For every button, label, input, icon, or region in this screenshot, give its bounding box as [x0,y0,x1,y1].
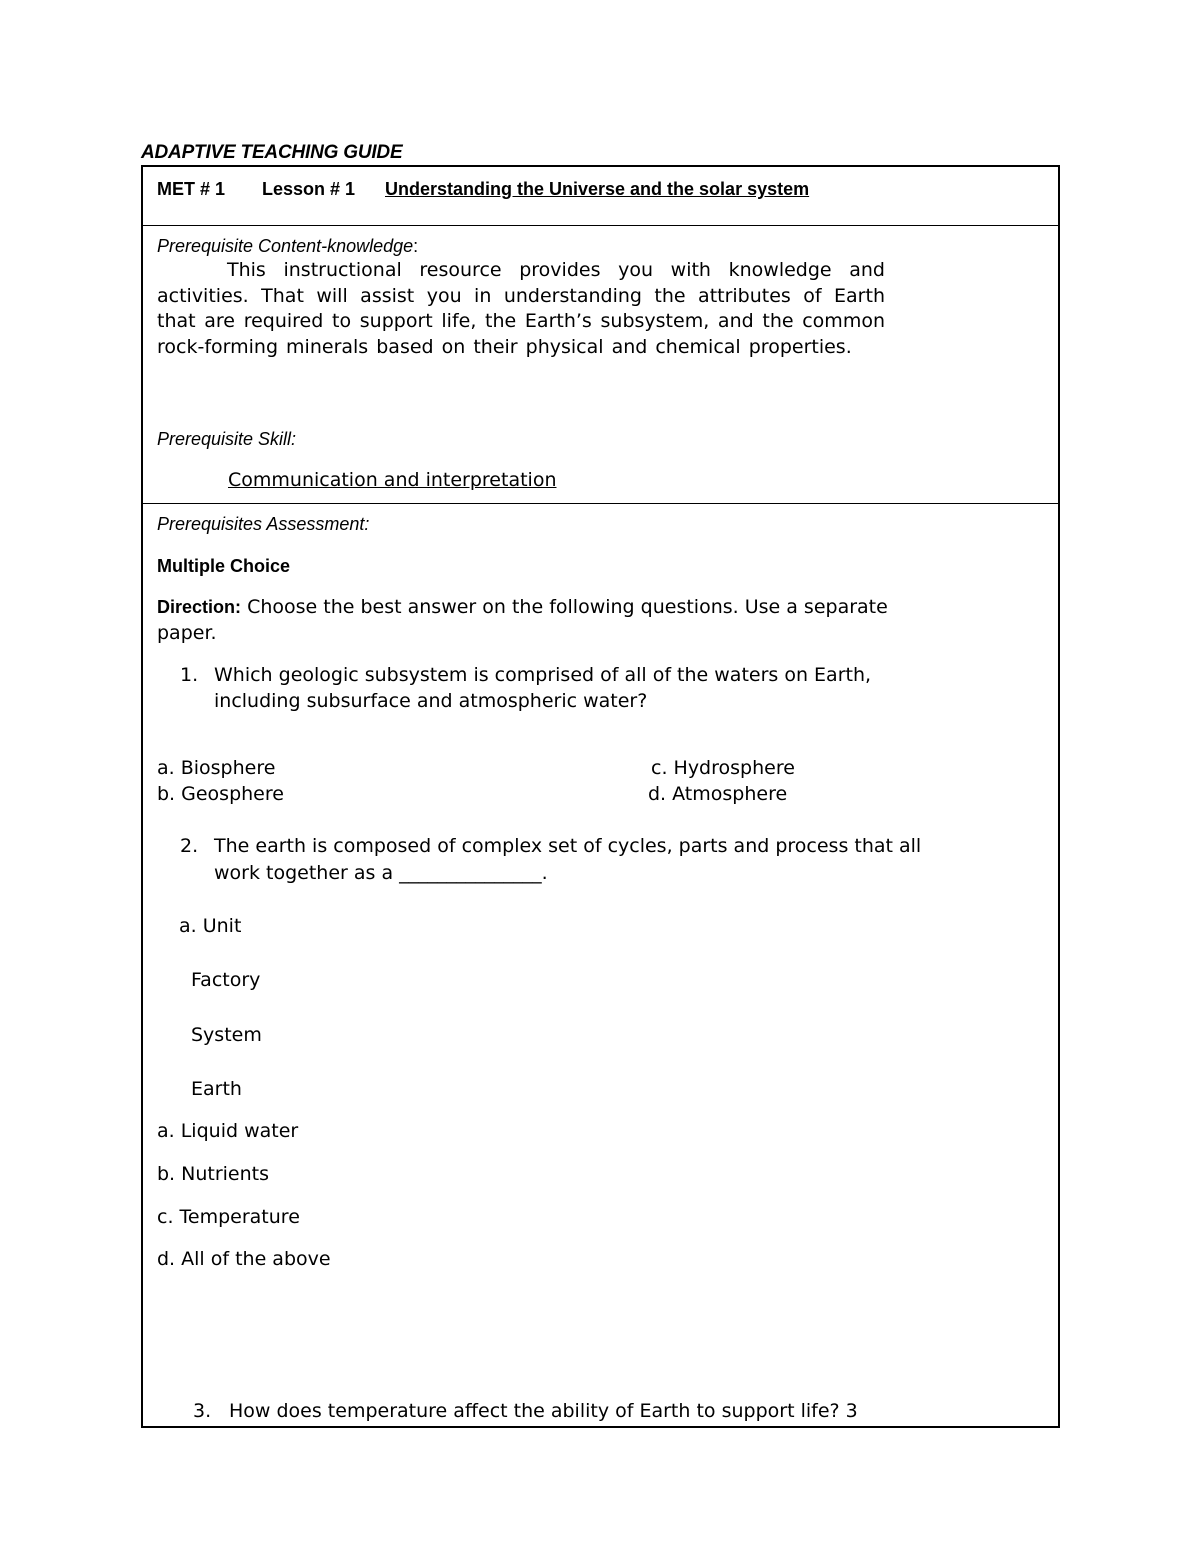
extra-option-b: b. Nutrients [157,1163,270,1185]
prerequisite-skill-text: Communication and interpretation [228,469,557,491]
lesson-number: Lesson # 1 [262,179,356,199]
direction-line-1 [157,596,888,618]
q2-line-2: work together as a _______________. [214,862,548,884]
extra-option-a: a. Liquid water [157,1120,299,1142]
q1-number: 1. [180,664,199,686]
content-knowledge-heading [157,236,418,257]
assessment-cell [141,503,1060,1428]
content-knowledge-text: This instructional resource provides you with knowledge and activities. That will assist you in understanding the attributes of Earth that are required to support life, the Earth’s subsystem, and the common rock-forming minerals based on their physical and chemical properties. [157,259,885,358]
q3-text: How does temperature affect the ability of Earth to support life? 3 [229,1400,858,1422]
assessment-label: Prerequisites Assessment: [157,514,370,534]
extra-option-c: c. Temperature [157,1206,300,1228]
q2-option-d: Earth [191,1078,242,1100]
q2-option-b: Factory [191,969,261,991]
assessment-type: Multiple Choice [157,556,291,576]
q1-line-2: including subsurface and atmospheric water? [214,690,648,712]
q3-number: 3. [193,1400,212,1422]
q1-line-1: Which geologic subsystem is comprised of all of the waters on Earth, [214,664,872,686]
q1-option-d: d. Atmosphere [648,783,788,805]
q2-option-a: a. Unit [179,915,242,937]
met-number: MET # 1 [157,179,226,199]
q1-option-c: c. Hydrosphere [651,757,795,779]
prerequisite-skill-label: Prerequisite Skill: [157,429,297,449]
document-title: ADAPTIVE TEACHING GUIDE [141,142,403,163]
content-knowledge-colon: : [413,236,419,256]
lesson-title: Understanding the Universe and the solar system [385,179,810,199]
direction-line-2: paper. [157,622,217,644]
extra-option-d: d. All of the above [157,1248,331,1270]
q1-option-a: a. Biosphere [157,757,276,779]
q2-line-1: The earth is composed of complex set of cycles, parts and process that all [214,835,922,857]
direction-label: Direction: [157,597,242,617]
q1-option-b: b. Geosphere [157,783,284,805]
q2-number: 2. [180,835,199,857]
content-knowledge-label: Prerequisite Content-knowledge [157,236,414,256]
direction-text: Choose the best answer on the following questions. Use a separate [247,596,888,618]
q2-option-c: System [191,1024,262,1046]
